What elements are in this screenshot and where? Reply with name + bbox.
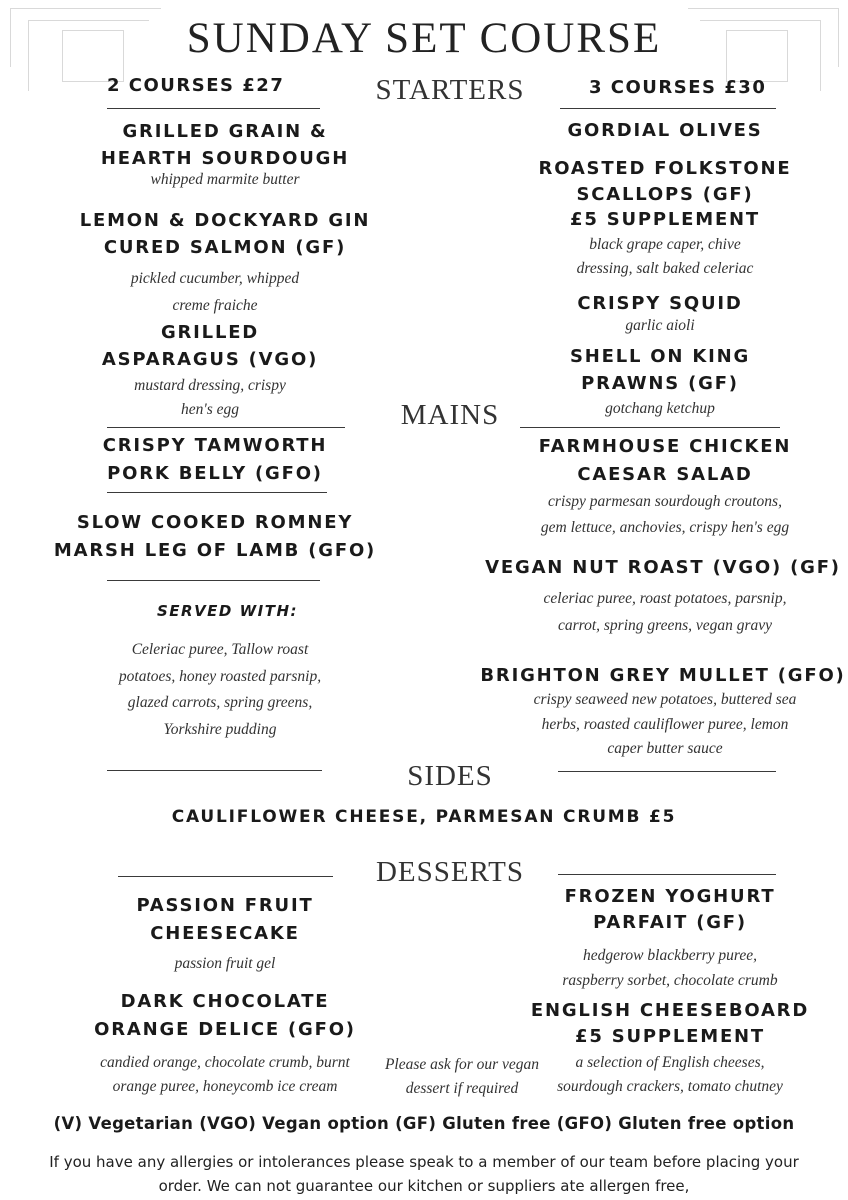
dish-description: pickled cucumber, whipped creme fraiche <box>130 270 300 314</box>
dietary-legend: (V) Vegetarian (VGO) Vegan option (GF) Gluten free (GFO) Gluten free option <box>53 1114 795 1133</box>
divider <box>520 427 780 428</box>
dish-description: gotchang ketchup <box>605 400 715 417</box>
dish-description: black grape caper, chive dressing, salt baked celeriac <box>576 236 754 277</box>
dish-name: DARK CHOCOLATE ORANGE DELICE (GFO) <box>94 991 356 1040</box>
dish-name: VEGAN NUT ROAST (VGO) (GF) <box>485 557 841 578</box>
dish-description: crispy parmesan sourdough croutons, gem lettuce, anchovies, crispy hen's egg <box>540 493 790 536</box>
served-with-text: Celeriac puree, Tallow roast potatoes, honey roasted parsnip, glazed carrots, spring greens, Yorkshire pudding <box>118 641 322 738</box>
divider <box>107 492 327 493</box>
dish-name: GORDIAL OLIVES <box>567 120 763 141</box>
dish-name: FARMHOUSE CHICKEN CAESAR SALAD <box>538 436 792 485</box>
divider <box>558 874 776 875</box>
dish-name: CRISPY TAMWORTH PORK BELLY (GFO) <box>102 435 328 484</box>
three-courses-price: 3 COURSES £30 <box>589 77 767 98</box>
dish-description: a selection of English cheeses, sourdough crackers, tomato chutney <box>557 1054 783 1095</box>
side-item: CAULIFLOWER CHEESE, PARMESAN CRUMB £5 <box>171 807 677 827</box>
dish-name: CRISPY SQUID <box>577 293 743 314</box>
dish-description: whipped marmite butter <box>150 171 300 188</box>
divider <box>107 580 320 581</box>
divider <box>118 876 333 877</box>
dish-name: GRILLED GRAIN & HEARTH SOURDOUGH <box>100 121 350 169</box>
dish-description: crispy seaweed new potatoes, buttered sea herbs, roasted cauliflower puree, lemon caper butter sauce <box>533 691 797 757</box>
dish-name: PASSION FRUIT CHEESECAKE <box>136 895 314 944</box>
divider <box>107 108 320 109</box>
two-courses-price: 2 COURSES £27 <box>107 75 285 96</box>
section-title-sides: SIDES <box>407 760 493 792</box>
divider <box>107 770 322 771</box>
dish-name: ENGLISH CHEESEBOARD £5 SUPPLEMENT <box>530 1000 810 1047</box>
divider <box>560 108 776 109</box>
section-title-desserts: DESSERTS <box>375 856 525 888</box>
served-with-label: SERVED WITH: <box>156 602 299 620</box>
vegan-dessert-note: Please ask for our vegan dessert if required <box>384 1056 540 1097</box>
dish-description: mustard dressing, crispy hen's egg <box>134 377 286 418</box>
section-title-mains: MAINS <box>400 399 500 431</box>
dish-description: hedgerow blackberry puree, raspberry sorbet, chocolate crumb <box>562 947 778 989</box>
dish-name: SLOW COOKED ROMNEY MARSH LEG OF LAMB (GFO) <box>53 512 377 561</box>
dish-description: celeriac puree, roast potatoes, parsnip, carrot, spring greens, vegan gravy <box>543 590 787 634</box>
dish-name: BRIGHTON GREY MULLET (GFO) <box>480 665 846 686</box>
dish-name: GRILLED ASPARAGUS (VGO) <box>101 322 319 370</box>
dish-name: LEMON & DOCKYARD GIN CURED SALMON (GF) <box>79 210 371 258</box>
divider <box>107 427 345 428</box>
dish-description: passion fruit gel <box>174 955 276 972</box>
dish-description: candied orange, chocolate crumb, burnt orange puree, honeycomb ice cream <box>100 1054 350 1095</box>
allergy-notice: If you have any allergies or intolerances please speak to a member of our team before placing your order. We can not guarantee our kitchen or suppliers ate allergen free, <box>49 1153 799 1195</box>
dish-name: FROZEN YOGHURT PARFAIT (GF) <box>564 886 776 933</box>
menu-title: SUNDAY SET COURSE <box>186 15 662 62</box>
dish-name: ROASTED FOLKSTONE SCALLOPS (GF) £5 SUPPLEMENT <box>538 158 792 230</box>
divider <box>558 771 776 772</box>
section-title-starters: STARTERS <box>375 74 525 106</box>
dish-description: garlic aioli <box>625 317 695 334</box>
dish-name: SHELL ON KING PRAWNS (GF) <box>569 346 751 394</box>
